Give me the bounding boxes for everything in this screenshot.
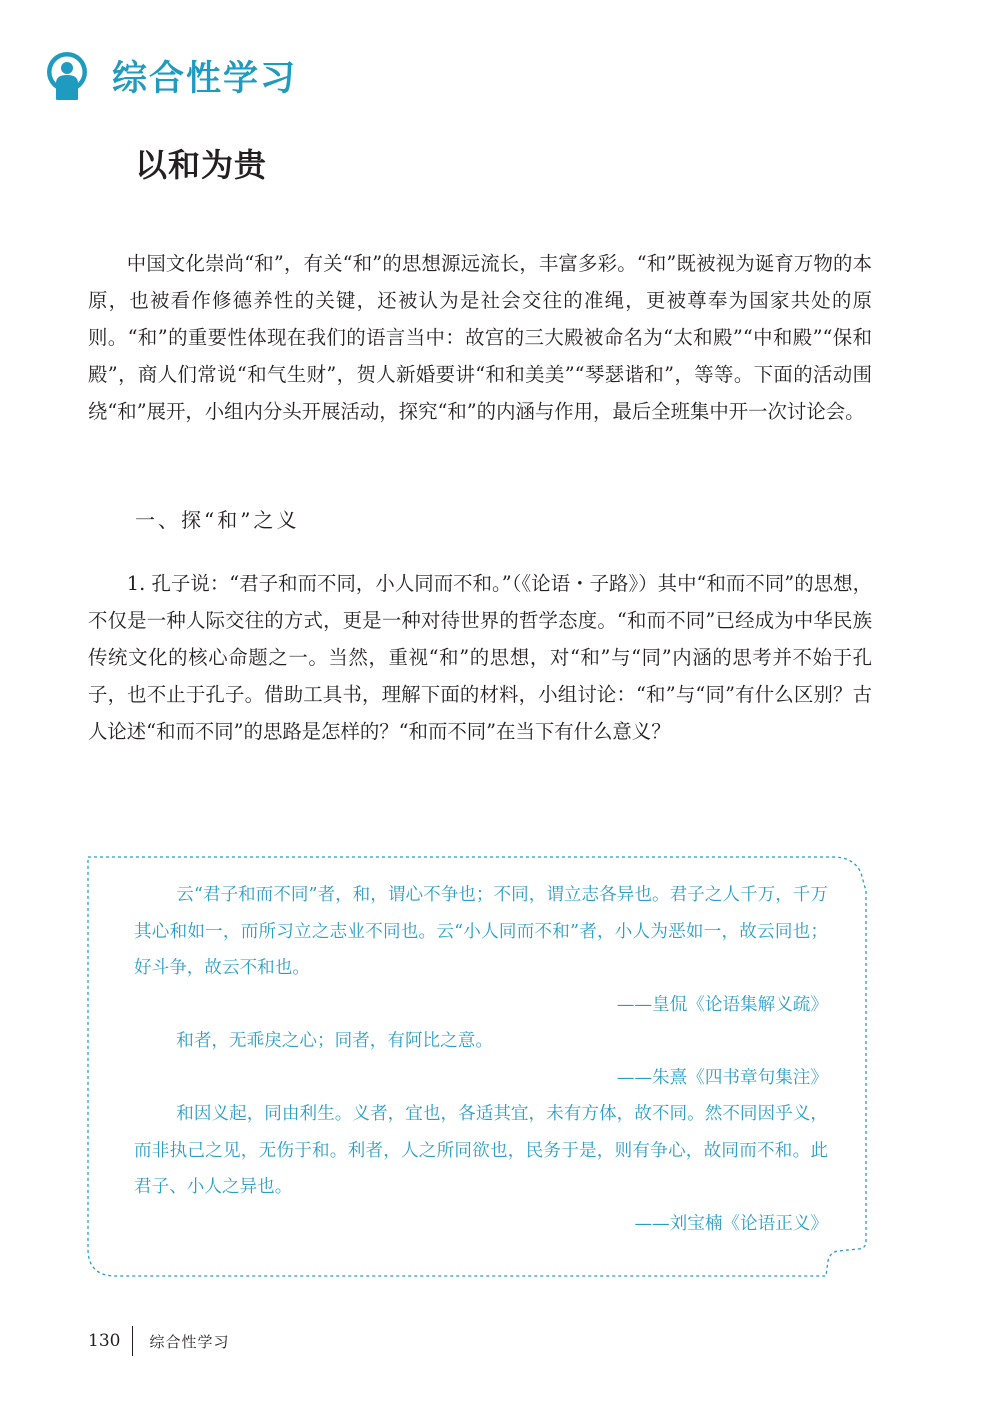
quote-3-text: 和因义起，同由利生。义者，宜也，各适其宜，未有方体，故不同。然不同因乎义，而非执己之见，无伤于和。利者，人之所同欲也，民务于是，则有争心，故同而不和。此君子、小人之异也。	[134, 1104, 828, 1197]
intro-text: 中国文化崇尚“和”，有关“和”的思想源远流长，丰富多彩。“和”既被视为诞育万物的本原，也被看作修德养性的关键，还被认为是社会交往的准绳，更被尊奉为国家共处的原则。“和”的重要性体现在我们的语言当中：故宫的三大殿被命名为“太和殿”“中和殿”“保和殿”，商人们常说“和气生财”，贺人新婚要讲“和和美美”“琴瑟谐和”，等等。下面的活动围绕“和”展开，小组内分头开展活动，探究“和”的内涵与作用，最后全班集中开一次讨论会。	[88, 252, 872, 423]
running-title: 综合性学习	[149, 1332, 230, 1351]
section-header	[44, 50, 297, 102]
page-number: 130	[88, 1331, 121, 1351]
lesson-title: 以和为贵	[135, 146, 268, 184]
quote-2-source: ——朱熹《四书章句集注》	[616, 1067, 828, 1088]
footer-divider	[132, 1326, 133, 1356]
quote-3-source: ——刘宝楠《论语正义》	[634, 1213, 828, 1234]
activity-subheading: 一、探“和”之义	[135, 508, 300, 532]
user-icon	[44, 52, 90, 100]
page-footer	[88, 1326, 229, 1356]
intro-paragraph	[88, 245, 872, 430]
task-1-text: 1. 孔子说：“君子和而不同，小人同而不和。”（《论语・子路》）其中“和而不同”的思想，不仅是一种人际交往的方式，更是一种对待世界的哲学态度。“和而不同”已经成为中华民族传统文化的核心命题之一。当然，重视“和”的思想，对“和”与“同”内涵的思考并不始于孔子，也不止于孔子。借助工具书，理解下面的材料，小组讨论：“和”与“同”有什么区别？古人论述“和而不同”的思路是怎样的？“和而不同”在当下有什么意义？	[88, 572, 872, 743]
quote-1-source: ——皇侃《论语集解义疏》	[616, 994, 828, 1015]
quote-2-text: 和者，无乖戾之心；同者，有阿比之意。	[176, 1031, 493, 1051]
quote-block	[134, 877, 828, 1242]
quote-1-text: 云“君子和而不同”者，和，谓心不争也；不同，谓立志各异也。君子之人千万，千万其心和如一，而所习立之志业不同也。云“小人同而不和”者，小人为恶如一，故云同也；好斗争，故云不和也。	[134, 885, 828, 978]
task-1-paragraph	[88, 565, 872, 750]
section-title: 综合性学习	[112, 59, 298, 99]
